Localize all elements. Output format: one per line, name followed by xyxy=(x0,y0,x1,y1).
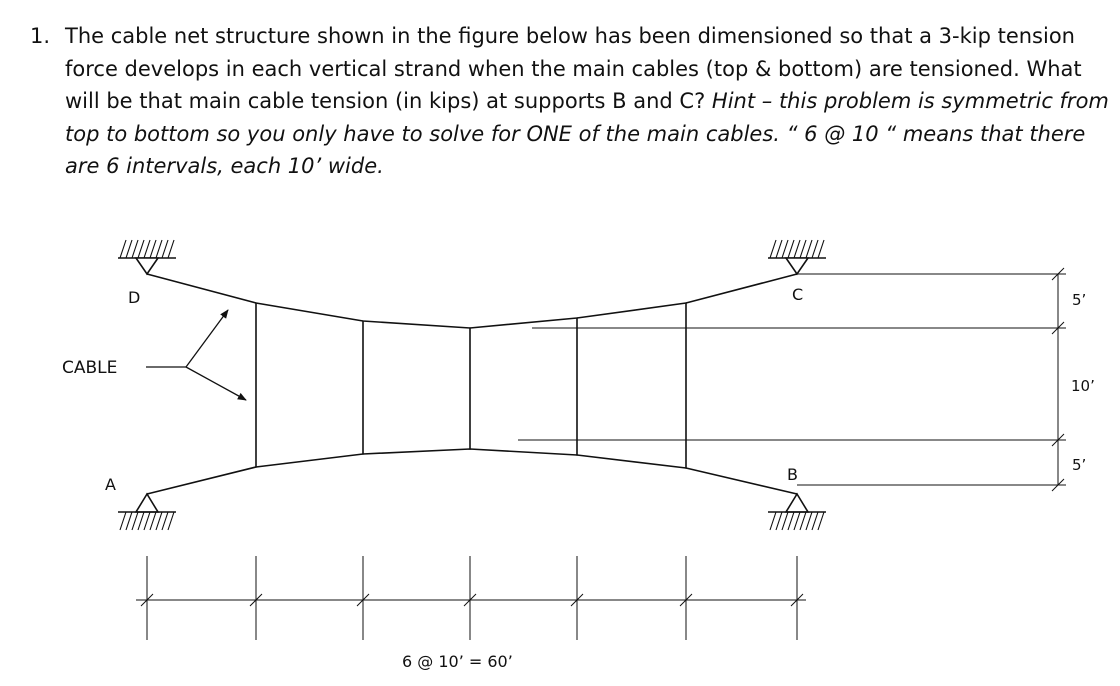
dim-middle: 10’ xyxy=(1071,377,1095,395)
label-b: B xyxy=(787,465,798,484)
label-d: D xyxy=(128,288,141,307)
dim-horizontal: 6 @ 10’ = 60’ xyxy=(402,652,513,671)
cable-leader xyxy=(146,310,246,400)
problem-text: The cable net structure shown in the figure below has been dimensioned so that a 3-kip tension force develops in each vertical strand when the main cables (top & bottom) are tensioned. What will be that main cable tension (in kips) at supports B and C? xyxy=(65,24,1082,113)
hint-text: – this problem is symmetric from top to bottom so you only have to solve for ONE of the main cables. “ 6 @ 10 “ means that there are 6 intervals, each 10’ wide. xyxy=(65,89,1109,178)
problem-number: 1. xyxy=(30,24,51,48)
support-c xyxy=(768,240,826,274)
support-b xyxy=(768,494,826,530)
dim-top: 5’ xyxy=(1072,291,1087,309)
support-d xyxy=(118,240,176,274)
horizontal-dimension xyxy=(136,556,806,640)
top-main-cable xyxy=(147,274,797,328)
dim-bottom: 5’ xyxy=(1072,456,1087,474)
support-a xyxy=(118,494,176,530)
label-a: A xyxy=(105,475,116,494)
label-c: C xyxy=(792,285,804,304)
bottom-main-cable xyxy=(147,449,797,494)
hint-label: Hint xyxy=(711,89,756,113)
label-cable: CABLE xyxy=(62,358,118,378)
